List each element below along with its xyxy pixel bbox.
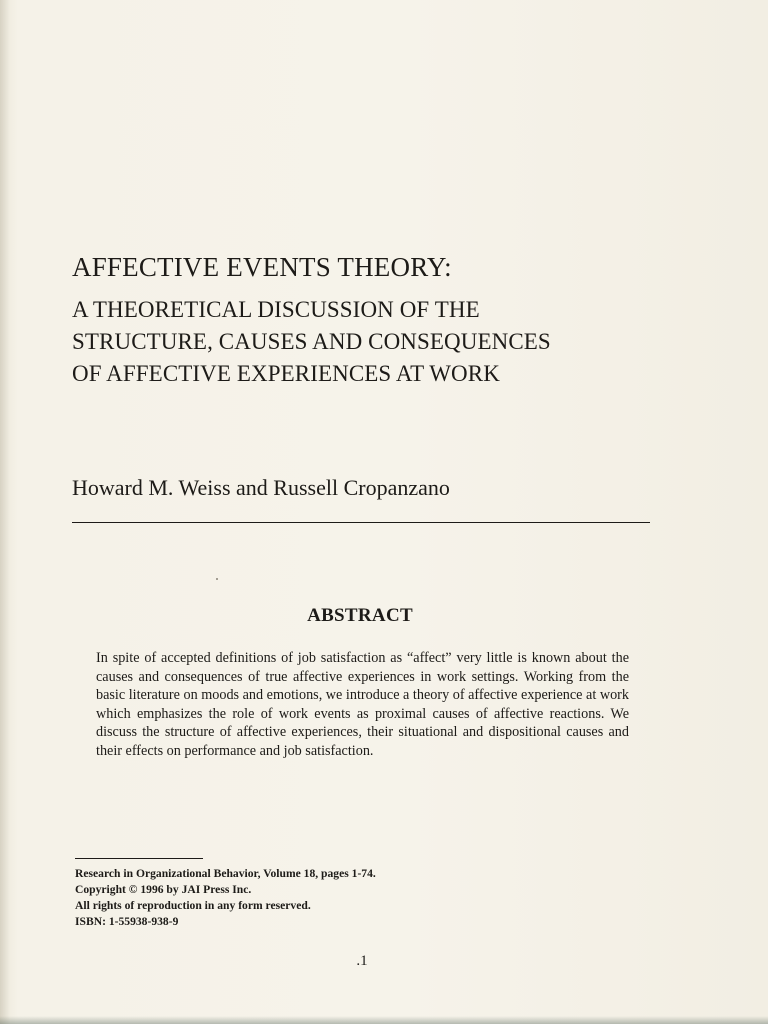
publication-footnote [75, 866, 376, 930]
paper-subtitle [72, 294, 551, 390]
footnote-divider [75, 858, 203, 859]
footnote-line: Research in Organizational Behavior, Volume 18, pages 1-74. [75, 867, 376, 880]
gutter-shadow [0, 0, 10, 1024]
author-divider [72, 522, 650, 523]
author-line: Howard M. Weiss and Russell Cropanzano [72, 475, 450, 500]
footnote-line: ISBN: 1-55938-938-9 [75, 915, 179, 928]
subtitle-line: A THEORETICAL DISCUSSION OF THE [72, 297, 480, 322]
footnote-line: Copyright © 1996 by JAI Press Inc. [75, 883, 252, 896]
subtitle-line: OF AFFECTIVE EXPERIENCES AT WORK [72, 361, 500, 386]
paper-title: AFFECTIVE EVENTS THEORY: [72, 252, 452, 282]
abstract-heading: ABSTRACT [307, 605, 413, 626]
subtitle-line: STRUCTURE, CAUSES AND CONSEQUENCES [72, 329, 551, 354]
abstract-text: In spite of accepted definitions of job satisfaction as “affect” very little is known about the causes and consequences of true affective experiences in work settings. Working from the basic literature on moods and emotions, we introduce a theory of affective experience at work which emphasizes the role of work events as proximal causes of affective reactions. We discuss the structure of affective experiences, their situational and dispositional causes and their effects on performance and job satisfaction. [96, 650, 629, 759]
page-bottom-edge [0, 1016, 768, 1024]
scan-speck [216, 578, 218, 580]
footnote-line: All rights of reproduction in any form reserved. [75, 899, 311, 912]
page-number: .1 [356, 953, 368, 969]
